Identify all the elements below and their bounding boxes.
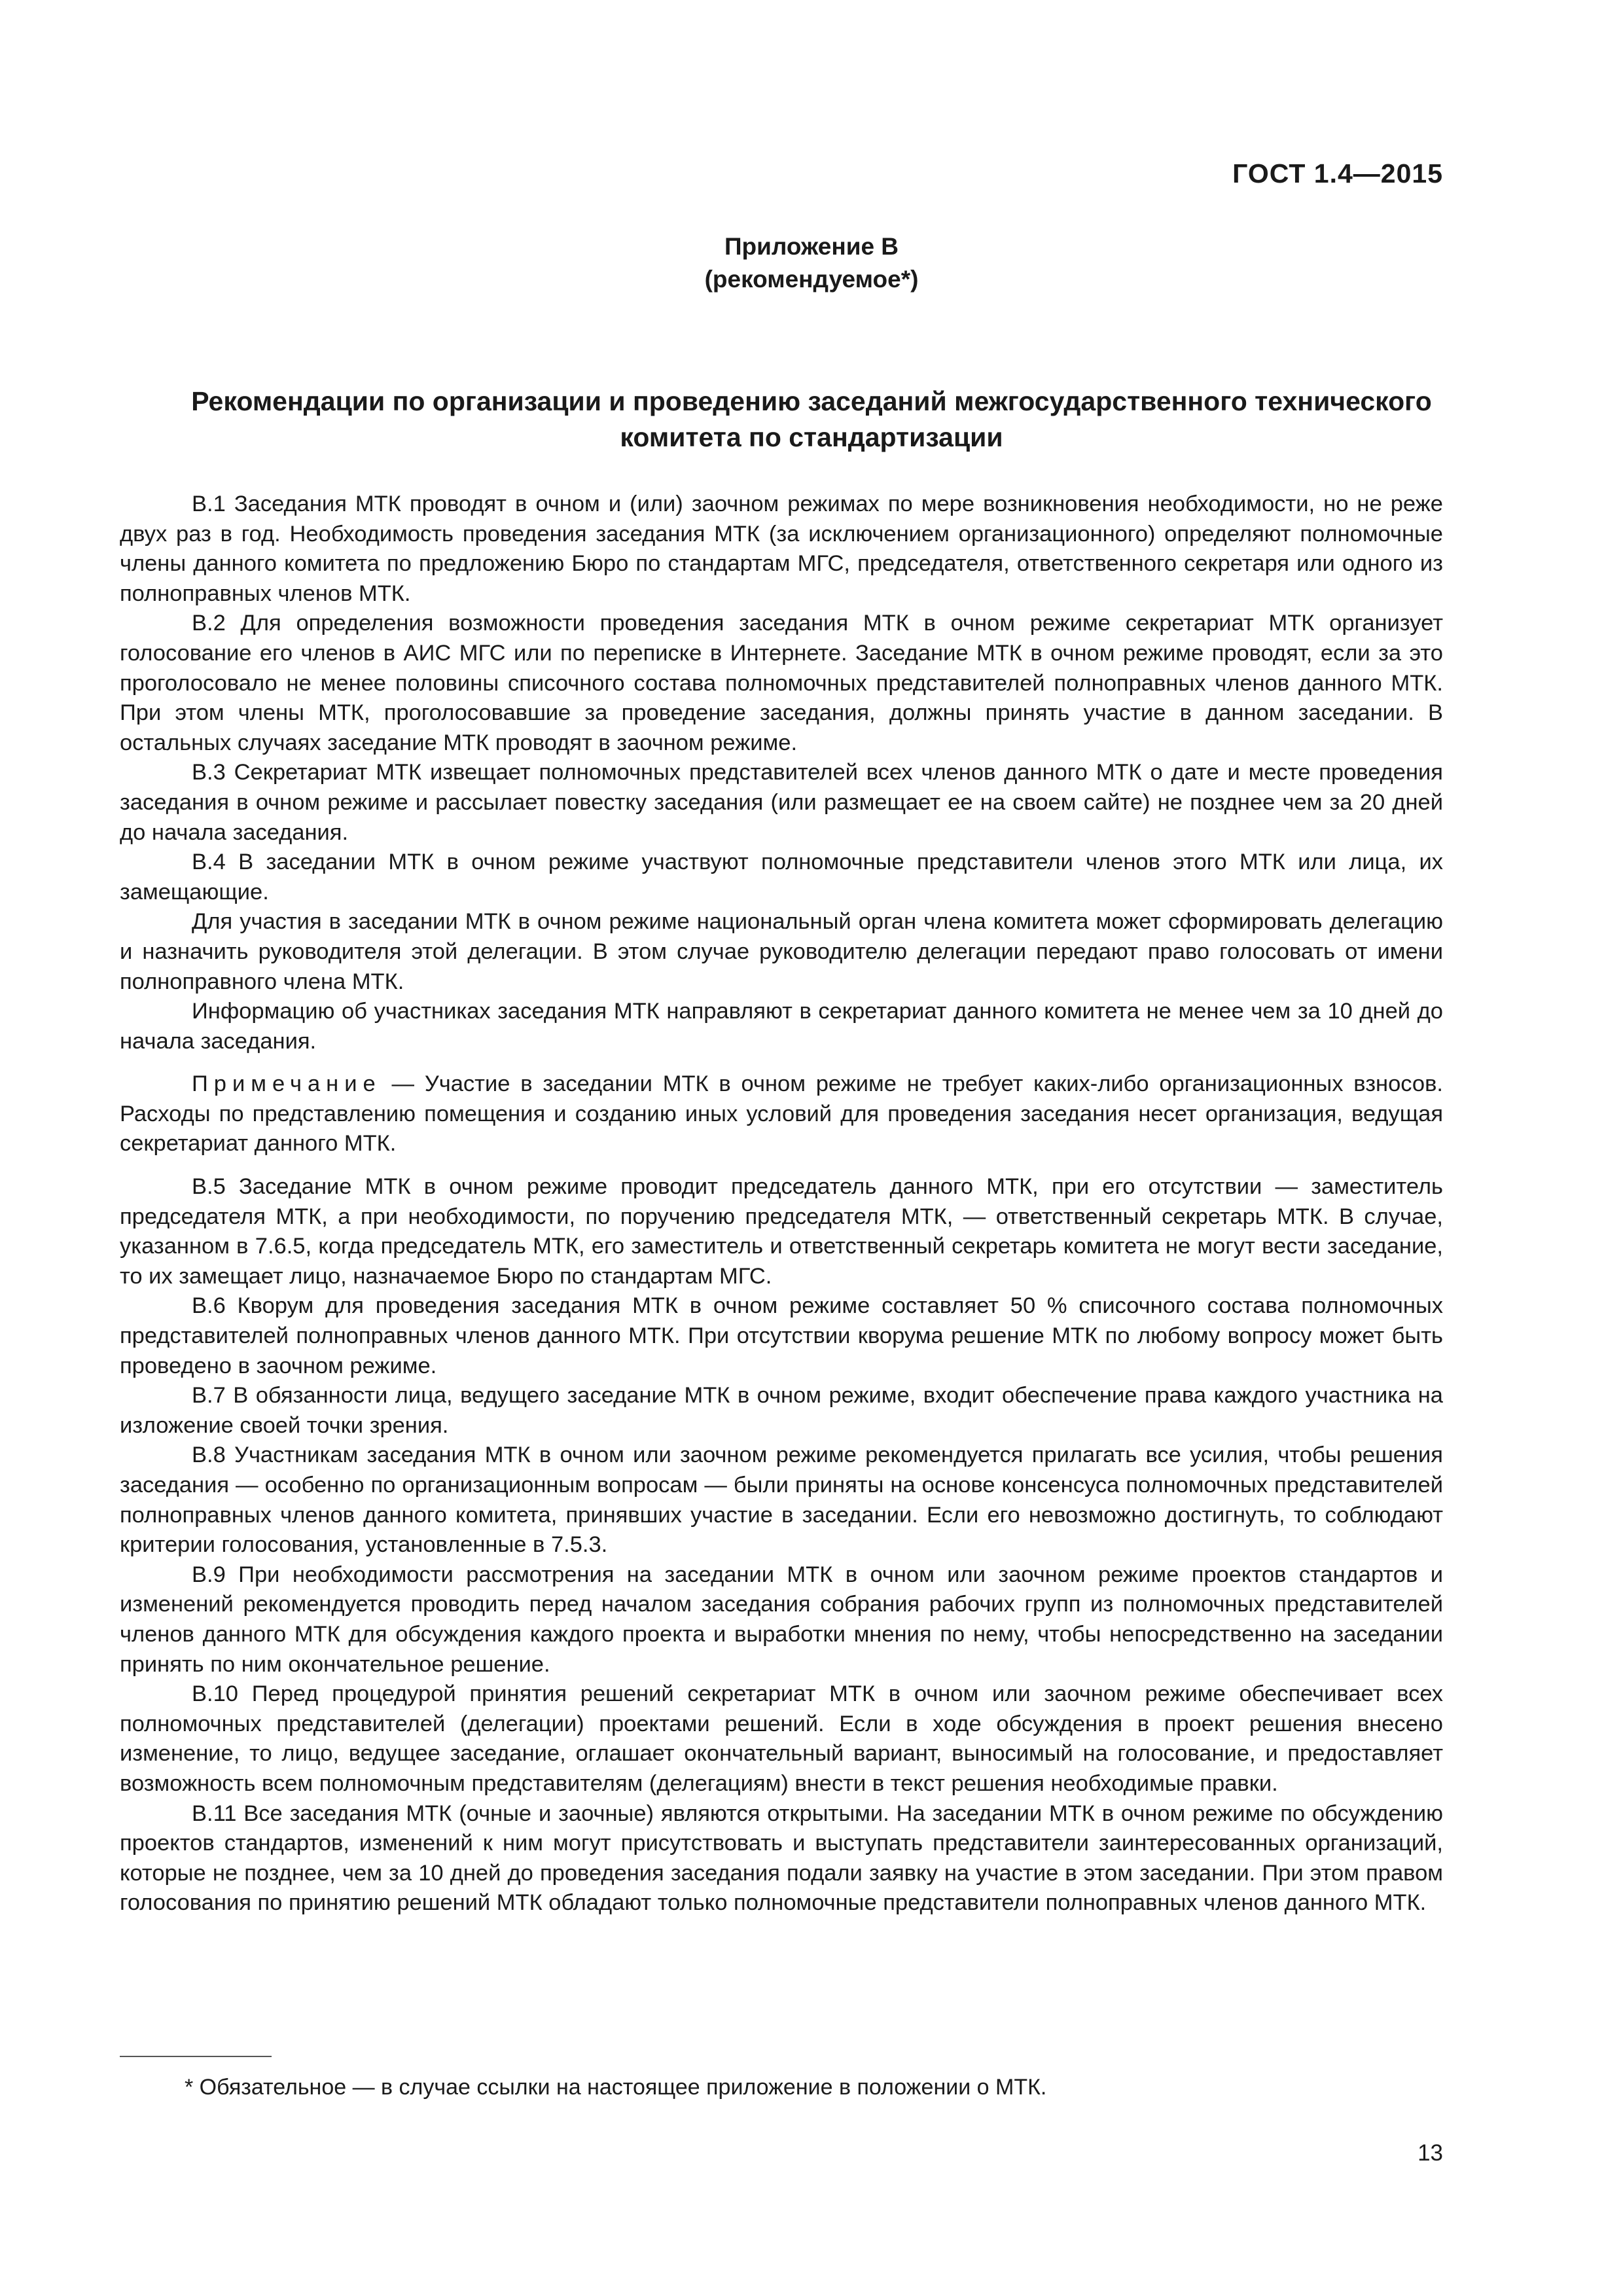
clause-paragraph: В.7 В обязанности лица, ведущего заседание МТК в очном режиме, входит обеспечение права каждого участника на изложение своей точки зрения. [120, 1383, 1443, 1438]
appendix-label: Приложение В [724, 233, 899, 260]
note-paragraph [120, 1069, 1443, 1159]
section-title [131, 384, 1492, 456]
appendix-heading [0, 230, 1623, 296]
clause-paragraph: В.1 Заседания МТК проводят в очном и (или) заочном режимах по мере возникновения необходимости, но не реже двух раз в год. Необходимость проведения заседания МТК (за исключением организационного) определяют полномочные члены данного комитета по предложению Бюро по стандартам МГС, председателя, ответственного секретаря или одного из полноправных членов МТК. [120, 492, 1443, 606]
section-title-line-1: Рекомендации по организации и проведению заседаний межгосударственного технического [191, 386, 1432, 416]
clause-paragraph: В.6 Кворум для проведения заседания МТК в очном режиме составляет 50 % списочного состава полномочных представителей полноправных членов данного МТК. При отсутствии кворума решение МТК по любому вопросу может быть проведено в заочном режиме. [120, 1293, 1443, 1378]
section-title-line-2: комитета по стандартизации [620, 422, 1003, 452]
clause-paragraph: В.11 Все заседания МТК (очные и заочные) являются открытыми. На заседании МТК в очном режиме по обсуждению проектов стандартов, изменений к ним могут присутствовать и выступать представители заинтересованных организаций, которые не позднее, чем за 10 дней до проведения заседания подали заявку на участие в этом заседании. При этом правом голосования по принятию решений МТК обладают только полномочные представители полноправных членов данного МТК. [120, 1801, 1443, 1916]
appendix-status: (рекомендуемое*) [704, 266, 919, 293]
clause-paragraph: В.9 При необходимости рассмотрения на заседании МТК в очном или заочном режиме проектов стандартов и изменений рекомендуется проводить перед началом заседания собрания рабочих групп из полномочных представителей членов данного МТК для обсуждения каждого проекта и выработки мнения по нему, чтобы непосредственно на заседании принять по ним окончательное решение. [120, 1562, 1443, 1677]
clause-paragraph: Для участия в заседании МТК в очном режиме национальный орган члена комитета может сформировать делегацию и назначить руководителя этой делегации. В этом случае руководителю делегации передают право голосовать от имени полноправного члена МТК. [120, 909, 1443, 994]
clause-paragraph: В.5 Заседание МТК в очном режиме проводит председатель данного МТК, при его отсутствии — заместитель председателя МТК, а при необходимости, по поручению председателя МТК, — ответственный секретарь МТК. В случае, указанном в 7.6.5, когда председатель МТК, его заместитель и ответственный секретарь комитета не могут вести заседание, то их замещает лицо, назначаемое Бюро по стандартам МГС. [120, 1174, 1443, 1289]
footnote-divider [120, 2056, 272, 2057]
note-text: — Участие в заседании МТК в очном режиме не требует каких-либо организационных взносов. Расходы по представлению помещения и созданию иных условий для проведения заседания несет организация, ведущая секретариат данного МТК. [120, 1071, 1443, 1157]
clause-paragraph: В.8 Участникам заседания МТК в очном или заочном режиме рекомендуется прилагать все усилия, чтобы решения заседания — особенно по организационным вопросам — были приняты на основе консенсуса полномочных представителей полноправных членов данного комитета, принявших участие в заседании. Если его невозможно достигнуть, то соблюдают критерии голосования, установленные в 7.5.3. [120, 1443, 1443, 1558]
clause-paragraph: В.10 Перед процедурой принятия решений секретариат МТК в очном или заочном режиме обеспечивает всех полномочных представителей (делегации) проектами решений. Если в ходе обсуждения в проект решения внесено изменение, то лицо, ведущее заседание, оглашает окончательный вариант, выносимый на голосование, и предоставляет возможность всем полномочным представителям (делегациям) внести в текст решения необходимые правки. [120, 1681, 1443, 1796]
clause-paragraph: В.4 В заседании МТК в очном режиме участвуют полномочные представители членов этого МТК или лица, их замещающие. [120, 850, 1443, 905]
body-text [120, 490, 1443, 1918]
page-number: 13 [1418, 2140, 1443, 2166]
clause-paragraph: Информацию об участниках заседания МТК направляют в секретариат данного комитета не менее чем за 10 дней до начала заседания. [120, 999, 1443, 1054]
clause-paragraph: В.2 Для определения возможности проведения заседания МТК в очном режиме секретариат МТК организует голосование его членов в АИС МГС или по переписке в Интернете. Заседание МТК в очном режиме проводят, если за это проголосовало не менее половины списочного состава полномочных представителей полноправных членов данного МТК. При этом члены МТК, проголосовавшие за проведение заседания, должны принять участие в данном заседании. В остальных случаях заседание МТК проводят в заочном режиме. [120, 611, 1443, 755]
note-label: Примечание [192, 1071, 382, 1097]
footnote: * Обязательное — в случае ссылки на настоящее приложение в положении о МТК. [185, 2075, 1047, 2100]
document-code: ГОСТ 1.4—2015 [1232, 158, 1443, 188]
clause-paragraph: В.3 Секретариат МТК извещает полномочных представителей всех членов данного МТК о дате и месте проведения заседания в очном режиме и рассылает повестку заседания (или размещает ее на своем сайте) не позднее чем за 20 дней до начала заседания. [120, 760, 1443, 845]
